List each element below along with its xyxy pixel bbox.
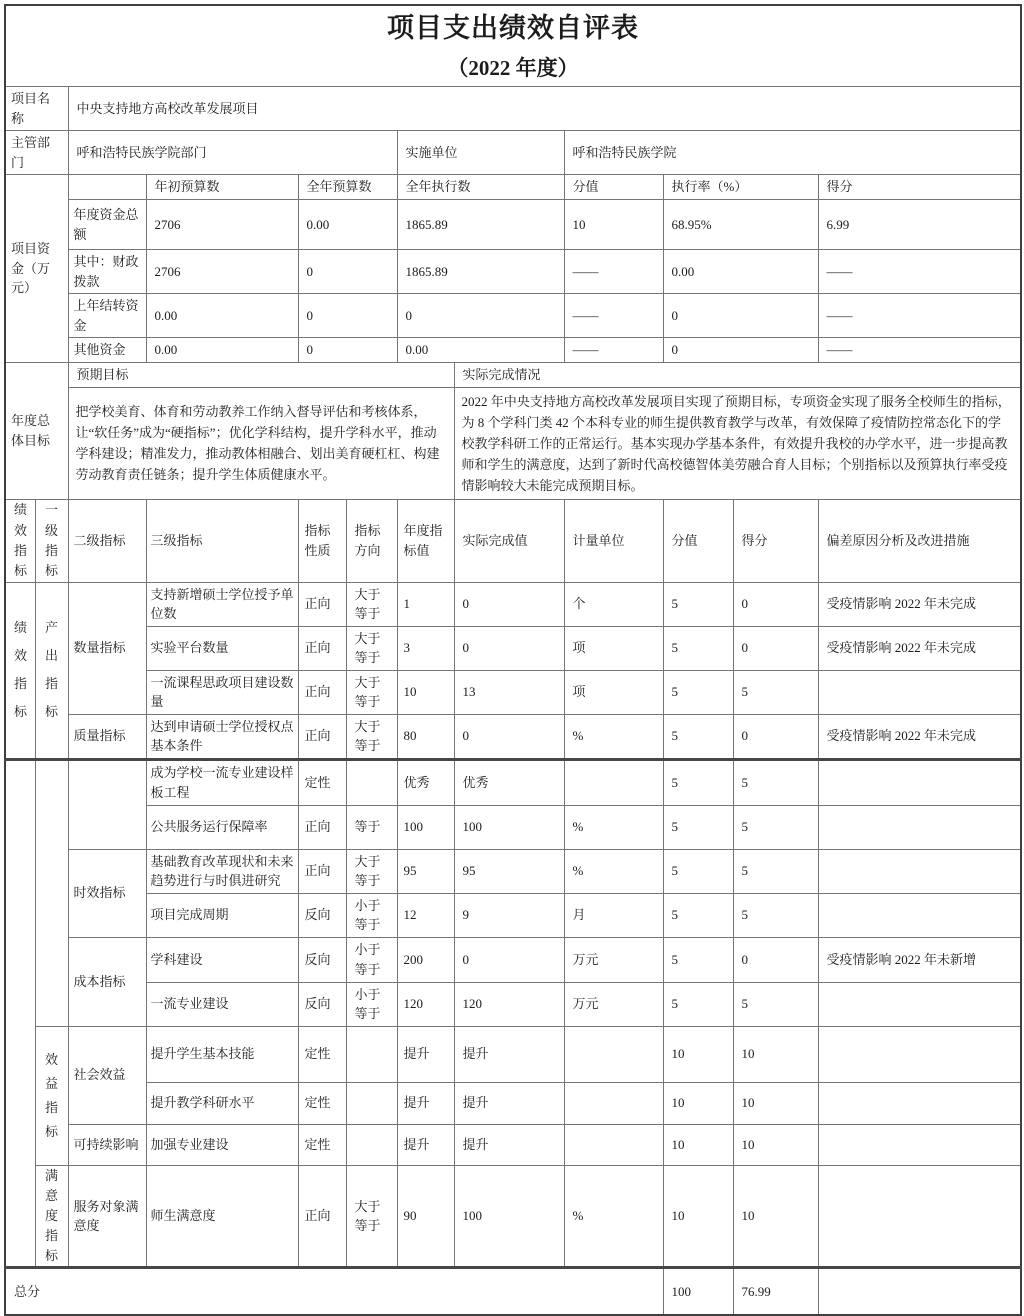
funding-cell: 0.00 — [397, 338, 564, 363]
indicator-row — [5, 714, 1021, 759]
indicator-row — [5, 849, 1021, 893]
deviation-note — [818, 1124, 1021, 1165]
funding-cell: 68.95% — [663, 200, 818, 250]
score: 10 — [663, 1124, 733, 1165]
funding-cell: 1865.89 — [397, 200, 564, 250]
funding-header-annual-executed: 全年执行数 — [397, 175, 564, 200]
impl-unit-label: 实施单位 — [397, 131, 564, 175]
funding-cell: 0 — [298, 294, 397, 338]
funding-cell: —— — [564, 250, 663, 294]
direction: 大于等于 — [346, 670, 397, 714]
got: 5 — [733, 670, 818, 714]
dept-label: 主管部门 — [5, 131, 68, 175]
target-value: 80 — [397, 714, 454, 759]
funding-cell: —— — [818, 294, 1021, 338]
deviation-note — [818, 849, 1021, 893]
indicator-row — [5, 805, 1021, 849]
l2-quantity-label: 数量指标 — [68, 582, 146, 714]
score: 5 — [663, 937, 733, 982]
funding-row-label: 其他资金 — [68, 338, 146, 363]
deviation-note — [818, 759, 1021, 805]
deviation-note: 受疫情影响 2022 年未完成 — [818, 626, 1021, 670]
total-row — [5, 1268, 1021, 1315]
funding-cell: 0.00 — [298, 200, 397, 250]
funding-cell: —— — [818, 338, 1021, 363]
funding-row-total — [5, 200, 1021, 250]
indicator-header-score: 分值 — [663, 499, 733, 582]
direction: 等于 — [346, 805, 397, 849]
deviation-note — [818, 1165, 1021, 1268]
indicator-row — [5, 982, 1021, 1026]
score: 10 — [663, 1082, 733, 1124]
project-name-row — [5, 87, 1021, 131]
funding-row-other — [5, 338, 1021, 363]
indicator-row — [5, 759, 1021, 805]
indicator-row — [5, 1124, 1021, 1165]
unit: % — [564, 1165, 663, 1268]
target-value: 提升 — [397, 1082, 454, 1124]
unit: 万元 — [564, 982, 663, 1026]
unit — [564, 1026, 663, 1082]
l3-name: 成为学校一流专业建设样板工程 — [146, 759, 298, 805]
funding-row-fiscal — [5, 250, 1021, 294]
funding-section-label: 项目资金（万元） — [5, 175, 68, 363]
goal-expected-header: 预期目标 — [68, 362, 454, 387]
l3-name: 项目完成周期 — [146, 893, 298, 937]
nature: 定性 — [298, 759, 346, 805]
l3-name: 一流专业建设 — [146, 982, 298, 1026]
deviation-note — [818, 1026, 1021, 1082]
actual-value: 0 — [454, 582, 564, 626]
indicator-header-got: 得分 — [733, 499, 818, 582]
indicator-row — [5, 1026, 1021, 1082]
actual-value: 100 — [454, 805, 564, 849]
actual-value: 优秀 — [454, 759, 564, 805]
direction: 大于等于 — [346, 1165, 397, 1268]
indicator-header-direction: 指标方向 — [346, 499, 397, 582]
actual-value: 提升 — [454, 1124, 564, 1165]
funding-header-score-value: 分值 — [564, 175, 663, 200]
evaluation-table — [4, 4, 1022, 1316]
empty-cell — [68, 759, 146, 849]
got: 0 — [733, 714, 818, 759]
indicator-header-target: 年度指标值 — [397, 499, 454, 582]
deviation-note — [818, 982, 1021, 1026]
funding-cell: 0.00 — [663, 250, 818, 294]
funding-cell: —— — [818, 250, 1021, 294]
got: 5 — [733, 849, 818, 893]
funding-cell: 6.99 — [818, 200, 1021, 250]
dept-value: 呼和浩特民族学院部门 — [68, 131, 397, 175]
unit: % — [564, 714, 663, 759]
score: 5 — [663, 670, 733, 714]
l3-name: 基础教育改革现状和未来趋势进行与时俱进研究 — [146, 849, 298, 893]
target-value: 95 — [397, 849, 454, 893]
actual-value: 0 — [454, 714, 564, 759]
goal-section-label: 年度总体目标 — [5, 362, 68, 499]
deviation-note — [818, 805, 1021, 849]
empty-cell — [818, 1268, 1021, 1315]
actual-value: 提升 — [454, 1082, 564, 1124]
title-row — [5, 5, 1021, 87]
actual-value: 95 — [454, 849, 564, 893]
nature: 正向 — [298, 1165, 346, 1268]
actual-value: 100 — [454, 1165, 564, 1268]
l3-name: 提升教学科研水平 — [146, 1082, 298, 1124]
direction: 大于等于 — [346, 582, 397, 626]
deviation-note: 受疫情影响 2022 年未完成 — [818, 714, 1021, 759]
goal-actual-header: 实际完成情况 — [454, 362, 1021, 387]
got: 10 — [733, 1082, 818, 1124]
l3-name: 达到申请硕士学位授权点基本条件 — [146, 714, 298, 759]
funding-cell: 0 — [298, 338, 397, 363]
unit: % — [564, 805, 663, 849]
actual-value: 13 — [454, 670, 564, 714]
l2-social-label: 社会效益 — [68, 1026, 146, 1124]
unit — [564, 759, 663, 805]
score: 10 — [663, 1026, 733, 1082]
target-value: 90 — [397, 1165, 454, 1268]
got: 10 — [733, 1026, 818, 1082]
indicator-header-row — [5, 499, 1021, 582]
actual-value: 9 — [454, 893, 564, 937]
direction: 小于等于 — [346, 937, 397, 982]
target-value: 12 — [397, 893, 454, 937]
actual-value: 提升 — [454, 1026, 564, 1082]
funding-row-label: 其中：财政拨款 — [68, 250, 146, 294]
score: 5 — [663, 582, 733, 626]
indicator-row — [5, 626, 1021, 670]
funding-row-label: 年度资金总额 — [68, 200, 146, 250]
nature: 定性 — [298, 1082, 346, 1124]
got: 5 — [733, 759, 818, 805]
deviation-note: 受疫情影响 2022 年未完成 — [818, 582, 1021, 626]
score: 5 — [663, 759, 733, 805]
nature: 反向 — [298, 937, 346, 982]
l3-name: 一流课程思政项目建设数量 — [146, 670, 298, 714]
direction — [346, 1026, 397, 1082]
direction: 小于等于 — [346, 893, 397, 937]
l2-timeliness-label: 时效指标 — [68, 849, 146, 937]
score: 5 — [663, 982, 733, 1026]
funding-cell: 0.00 — [146, 338, 298, 363]
goal-expected-text: 把学校美育、体育和劳动教养工作纳入督导评估和考核体系，让“软任务”成为“硬指标”；优化学科结构，提升学科水平，推动学科建设；精准发力，推动教体相融合、划出美育硬杠杠、构建劳动教育责任链条；提升学生体质健康水平。 — [68, 387, 454, 499]
funding-cell: —— — [564, 294, 663, 338]
score: 5 — [663, 714, 733, 759]
l2-cost-label: 成本指标 — [68, 937, 146, 1026]
deviation-note — [818, 1082, 1021, 1124]
target-value: 120 — [397, 982, 454, 1026]
l2-service-label: 服务对象满意度 — [68, 1165, 146, 1268]
funding-header-score: 得分 — [818, 175, 1021, 200]
indicator-header-note: 偏差原因分析及改进措施 — [818, 499, 1021, 582]
unit: 月 — [564, 893, 663, 937]
funding-header-annual-budget: 全年预算数 — [298, 175, 397, 200]
score: 10 — [663, 1165, 733, 1268]
l3-name: 学科建设 — [146, 937, 298, 982]
nature: 正向 — [298, 805, 346, 849]
indicator-header-unit: 计量单位 — [564, 499, 663, 582]
got: 10 — [733, 1165, 818, 1268]
actual-value: 120 — [454, 982, 564, 1026]
got: 5 — [733, 893, 818, 937]
direction — [346, 1082, 397, 1124]
direction — [346, 1124, 397, 1165]
indicator-row — [5, 582, 1021, 626]
target-value: 10 — [397, 670, 454, 714]
indicator-row — [5, 1082, 1021, 1124]
page-subtitle: （2022 年度） — [447, 55, 579, 80]
unit — [564, 1082, 663, 1124]
direction: 小于等于 — [346, 982, 397, 1026]
impl-unit-value: 呼和浩特民族学院 — [564, 131, 1021, 175]
project-name-value: 中央支持地方高校改革发展项目 — [68, 87, 1021, 131]
l3-name: 支持新增硕士学位授予单位数 — [146, 582, 298, 626]
total-label: 总分 — [5, 1268, 663, 1315]
nature: 反向 — [298, 893, 346, 937]
target-value: 提升 — [397, 1026, 454, 1082]
funding-cell: —— — [564, 338, 663, 363]
l2-sustain-label: 可持续影响 — [68, 1124, 146, 1165]
indicator-header-nature: 指标性质 — [298, 499, 346, 582]
empty-cell — [5, 759, 35, 1268]
target-value: 100 — [397, 805, 454, 849]
funding-cell: 1865.89 — [397, 250, 564, 294]
l3-name: 加强专业建设 — [146, 1124, 298, 1165]
unit — [564, 1124, 663, 1165]
funding-row-label: 上年结转资金 — [68, 294, 146, 338]
actual-value: 0 — [454, 626, 564, 670]
indicator-row — [5, 937, 1021, 982]
l3-name: 师生满意度 — [146, 1165, 298, 1268]
indicator-header-actual: 实际完成值 — [454, 499, 564, 582]
l3-name: 实验平台数量 — [146, 626, 298, 670]
empty-cell — [68, 175, 146, 200]
got: 5 — [733, 805, 818, 849]
funding-cell: 0.00 — [146, 294, 298, 338]
score: 5 — [663, 626, 733, 670]
target-value: 3 — [397, 626, 454, 670]
actual-value: 0 — [454, 937, 564, 982]
empty-cell — [35, 759, 68, 1026]
funding-cell: 0 — [663, 338, 818, 363]
got: 10 — [733, 1124, 818, 1165]
funding-cell: 2706 — [146, 200, 298, 250]
nature: 定性 — [298, 1026, 346, 1082]
unit: 个 — [564, 582, 663, 626]
funding-cell: 0 — [298, 250, 397, 294]
direction — [346, 759, 397, 805]
deviation-note: 受疫情影响 2022 年未新增 — [818, 937, 1021, 982]
indicator-header-perf: 绩效指标 — [5, 499, 35, 582]
indicator-header-l3: 三级指标 — [146, 499, 298, 582]
l1-output-label: 产出指标 — [35, 582, 68, 759]
nature: 正向 — [298, 714, 346, 759]
direction: 大于等于 — [346, 626, 397, 670]
target-value: 优秀 — [397, 759, 454, 805]
goal-body-row — [5, 387, 1021, 499]
funding-header-row — [5, 175, 1021, 200]
l1-satisfaction-label: 满意度指标 — [35, 1165, 68, 1268]
goal-header-row — [5, 362, 1021, 387]
department-row — [5, 131, 1021, 175]
deviation-note — [818, 670, 1021, 714]
nature: 正向 — [298, 849, 346, 893]
nature: 正向 — [298, 670, 346, 714]
unit: 项 — [564, 626, 663, 670]
unit: 项 — [564, 670, 663, 714]
nature: 反向 — [298, 982, 346, 1026]
got: 0 — [733, 937, 818, 982]
l2-quality-label: 质量指标 — [68, 714, 146, 759]
goal-actual-text: 2022 年中央支持地方高校改革发展项目实现了预期目标，专项资金实现了服务全校师生的指标，为 8 个学科门类 42 个本科专业的师生提供教育教学与改革，有效保障了疫情防控常态化下的学校教学科研工作的正常运行。基本实现办学基本条件，有效提升我校的办学水平，进一步提高教师和学生的满意度，达到了新时代高校德智体美劳融合育人目标；个别指标以及预算执行率受疫情影响较大未能完成预期目标。 — [454, 387, 1021, 499]
target-value: 提升 — [397, 1124, 454, 1165]
direction: 大于等于 — [346, 849, 397, 893]
got: 5 — [733, 982, 818, 1026]
l3-name: 提升学生基本技能 — [146, 1026, 298, 1082]
funding-cell: 10 — [564, 200, 663, 250]
target-value: 200 — [397, 937, 454, 982]
total-got: 76.99 — [733, 1268, 818, 1315]
score: 5 — [663, 893, 733, 937]
indicator-row — [5, 893, 1021, 937]
l3-name: 公共服务运行保障率 — [146, 805, 298, 849]
title-cell — [5, 5, 1021, 87]
project-name-label: 项目名称 — [5, 87, 68, 131]
got: 0 — [733, 626, 818, 670]
total-score: 100 — [663, 1268, 733, 1315]
unit: % — [564, 849, 663, 893]
nature: 正向 — [298, 626, 346, 670]
funding-row-carryover — [5, 294, 1021, 338]
score: 5 — [663, 805, 733, 849]
funding-cell: 0 — [397, 294, 564, 338]
funding-cell: 0 — [663, 294, 818, 338]
direction: 大于等于 — [346, 714, 397, 759]
perf-indicator-label: 绩效指标 — [5, 582, 35, 759]
nature: 定性 — [298, 1124, 346, 1165]
score: 5 — [663, 849, 733, 893]
nature: 正向 — [298, 582, 346, 626]
deviation-note — [818, 893, 1021, 937]
funding-header-initial-budget: 年初预算数 — [146, 175, 298, 200]
target-value: 1 — [397, 582, 454, 626]
funding-cell: 2706 — [146, 250, 298, 294]
funding-header-execution-rate: 执行率（%） — [663, 175, 818, 200]
indicator-row — [5, 1165, 1021, 1268]
indicator-row — [5, 670, 1021, 714]
l1-benefit-label: 效益指标 — [35, 1026, 68, 1165]
indicator-header-l1: 一级指标 — [35, 499, 68, 582]
unit: 万元 — [564, 937, 663, 982]
indicator-header-l2: 二级指标 — [68, 499, 146, 582]
page-title: 项目支出绩效自评表 — [387, 13, 639, 43]
got: 0 — [733, 582, 818, 626]
